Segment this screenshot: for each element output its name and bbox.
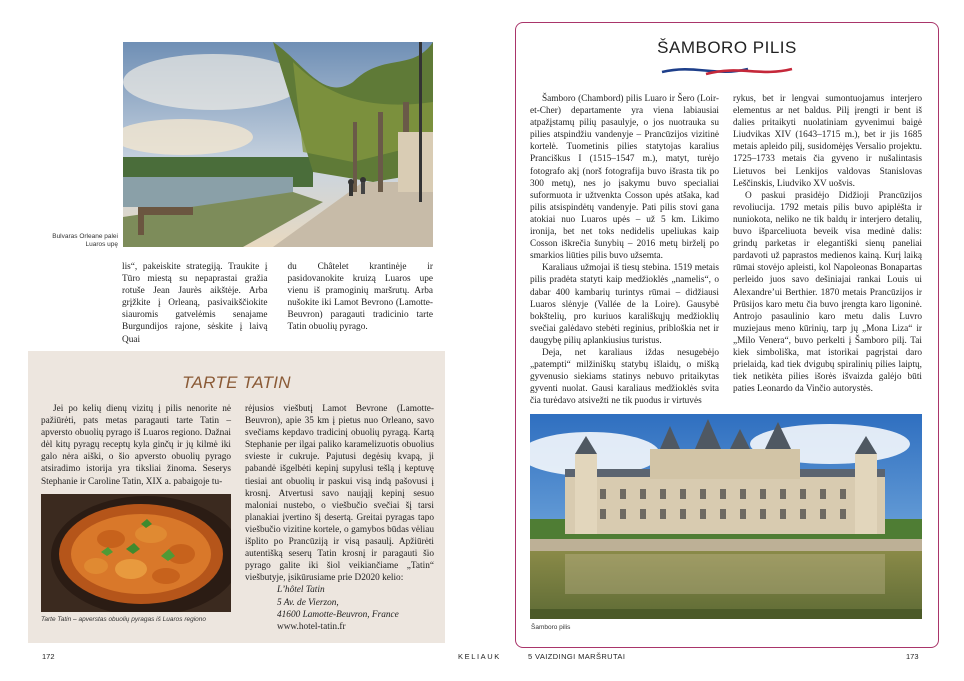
tarte-tatin-sidebar xyxy=(28,351,445,643)
chambord-castle-photo xyxy=(530,414,922,619)
tarte-tatin-photo xyxy=(41,494,231,612)
tarte-tatin-photo-caption: Tarte Tatin – apverstas obuolių pyragas iš Luaros regiono xyxy=(41,615,207,623)
chambord-para-2: Karaliaus užmojai iš tiesų stebina. 1519 metais pilis pradėta statyti kaip medžioklės „namelis“, o dabar 400 kambarių turintys rūmai – didžiausi Luaros slėnyje (Vallée de la Loire). Gausybė bokštelių, pro kuriuos karališkųjų medžioklių svečiai galėdavo stebėti reginius, pribloškia net ir daugybę pilių aplankiusius turistus. xyxy=(530,263,719,346)
right-page-body xyxy=(530,93,922,407)
flag-wave-ornament xyxy=(660,65,794,79)
hotel-city: 41600 Lamotte-Beuvron, France xyxy=(277,609,399,620)
chambord-para-4: rykus, bet ir lengvai sumontuojamus interjero elementus ar net baldus. Pilį įrengti ir bent iš dalies pritaikyti nuolatiniam gyvenimui baigė Liudvikas XIV (1643–1715 m.), bet ir jis 1685 metais apleido pilį, susidomėjęs Versalio projektu. 1725–1733 metais čia gyveno ir nušalintasis Lietuvos bei Lenkijos valdovas Stanislovas Leščinskis, Liudviko XV uošvis. xyxy=(733,94,922,189)
chambord-para-5: O paskui prasidėjo Didžioji Prancūzijos revoliucija. 1792 metais pilis buvo apiplėšta ir nuniokota, neliko ne tik baldų ir interjero detalių, buvo išparceliuota beveik visa medinė dalis: grindų parketas ir elegantiški sienų paneliai pardavoti už paprastos medienos kainą. Kurį laiką rūmai stovėjo apleisti, kol Napoleonas Bonapartas perleido juos savo dešiniajai rankai Louis ui Alexandre’ui Berthier. 1870 metais Prancūzijos ir Prūsijos karo metu čia buvo įrengta karo ligoninė. Antrojo pasaulinio karo metu dalis Luvro muziejaus meno kūrinių, tarp jų „Mona Liza“ ir „Milo Venera“, buvo perkelti į Šamboro pilį. Tai kiek simboliška, mat istorikai pagrįstai daro prielaidą, kad tiek dvigubų spiralinių pilies laiptų, tiek netikėta pilies išorės išvaizda galėjo būti paties Leonardo da Vinčio autorystės. xyxy=(733,190,922,395)
left-running-head: KELIAUK xyxy=(458,652,501,661)
left-page-col1: lis“, pakeiskite strategiją. Traukite į Tūro miestą su nepaprastai gražia rotuše Jean Jaurès aikštėje. Arba grįžkite į Orleaną, pasivaikščiokite siauromis gatvelėmis senajame Burgundijos rajone, sėskite į laivą Quai xyxy=(122,262,268,345)
sidebar-col1: Jei po kelių dienų vizitų į pilis nenorite nė pažiūrėti, pats metas paragauti tarte Tatin – apversto obuolių pyrago iš Luaros regiono. Dažnai dėl kitų pyragų receptų kyla ginčų ir jų kilmė iki galo nėra aiški, o šio apversto obuolių pyrago atsiradimo istorija yra tiksliai žinoma. Seserys Stephanie ir Caroline Tatin, XIX a. pabaigoje tu- xyxy=(41,404,231,487)
left-page-col2: du Châtelet krantinėje ir pasidovanokite kruizą Luaros upe vienu iš pramoginių maršrutų. Arba nušokite iki Lamot Bevrono (Lamotte-Beuvron) paragauti tradicinio tarte Tatin obuolių pyrago. xyxy=(287,262,433,333)
left-page-body xyxy=(122,261,433,346)
loire-boulevard-photo-caption: Bulvaras Orleane palei Luaros upę xyxy=(52,233,118,248)
right-page-number: 173 xyxy=(906,652,919,661)
right-running-head: 5 VAIZDINGI MARŠRUTAI xyxy=(528,652,626,661)
chambord-para-3: Deja, net karaliaus iždas nesugebėjo „patempti“ milžiniškų statybų išlaidų, o mišką gyvenusio siekiams statinys nebuvo pritaikytas gyventi nuolat. Gausi karaliaus medžioklės svita čia turėdavo atsivežti ne tik puodus ir virtuvės xyxy=(530,347,719,407)
sidebar-col2: rėjusios viešbutį Lamot Bevrone (Lamotte-Beuvron), apie 35 km į pietus nuo Orleano, savo svečiams kepdavo tradicinį obuolių pyragą. Kartą Stephanie per ilgai paliko karamelizuotis obuolius svieste ir cukruje. Pajutusi degėsių kvapą, ji pabandė išgelbėti kepinį supylusi tešlą į keptuvę tiesiai ant obuolių ir paskui visą indą pašovusi į krosnį. Atvertusi savo naująjį kepinį sesuo maloniai nustebo, o viešbučio svečiai šį tarsi planakiai įvertino šį desertą. Greitai pyragas tapo viešbučio vizitine kortele, o gamybos būdas vėliau išplito po Prancūziją ir visą pasaulį. Apžiūrėti autentišką seserų Tatin krosnį ir paragauti šio pyrago galite iki šiol veikiančiame „Tatin“ viešbutyje, įsikūrusiame prie D2020 kelio: xyxy=(245,404,434,584)
chambord-para-1: Šamboro (Chambord) pilis Luaro ir Šero (Loir-et-Cher) departamente yra viena labiausiai atpažįstamų pilių pasaulyje, o jos nuotrauka su pilies atspindžiu vandenyje – Prancūzijos vizitinė kortelė. Tuometinis pilies statytojas karalius Pranciškus I (1515–1547 m.), matyt, turėjo fotografo akį (norš fotografija buvo išrasta tik po 300 metų), nes jo įsakymu buvo specialiai suformuota ir užtvenkta Cosson upės atšaka, kad pilis atsispindėtų vandenyje. Pati pilis stovi gana atokiai nuo Luaros upės – už 5 km. Likimo ironija, bet net toks nedidelis upeliukas kaip Cosson iškrečia šunybių – 2016 metų birželį po smarkios liūties pilis buvo užsemta. xyxy=(530,94,719,262)
chambord-photo-caption: Šamboro pilis xyxy=(531,624,571,631)
hotel-name: L’hôtel Tatin xyxy=(277,585,325,596)
sidebar-title: TARTE TATIN xyxy=(182,373,291,392)
page-title: ŠAMBORO PILIS xyxy=(657,38,797,57)
loire-boulevard-photo xyxy=(123,42,433,247)
hotel-website: www.hotel-tatin.fr xyxy=(277,621,346,632)
left-page-number: 172 xyxy=(42,652,55,661)
hotel-street: 5 Av. de Vierzon, xyxy=(277,597,339,608)
